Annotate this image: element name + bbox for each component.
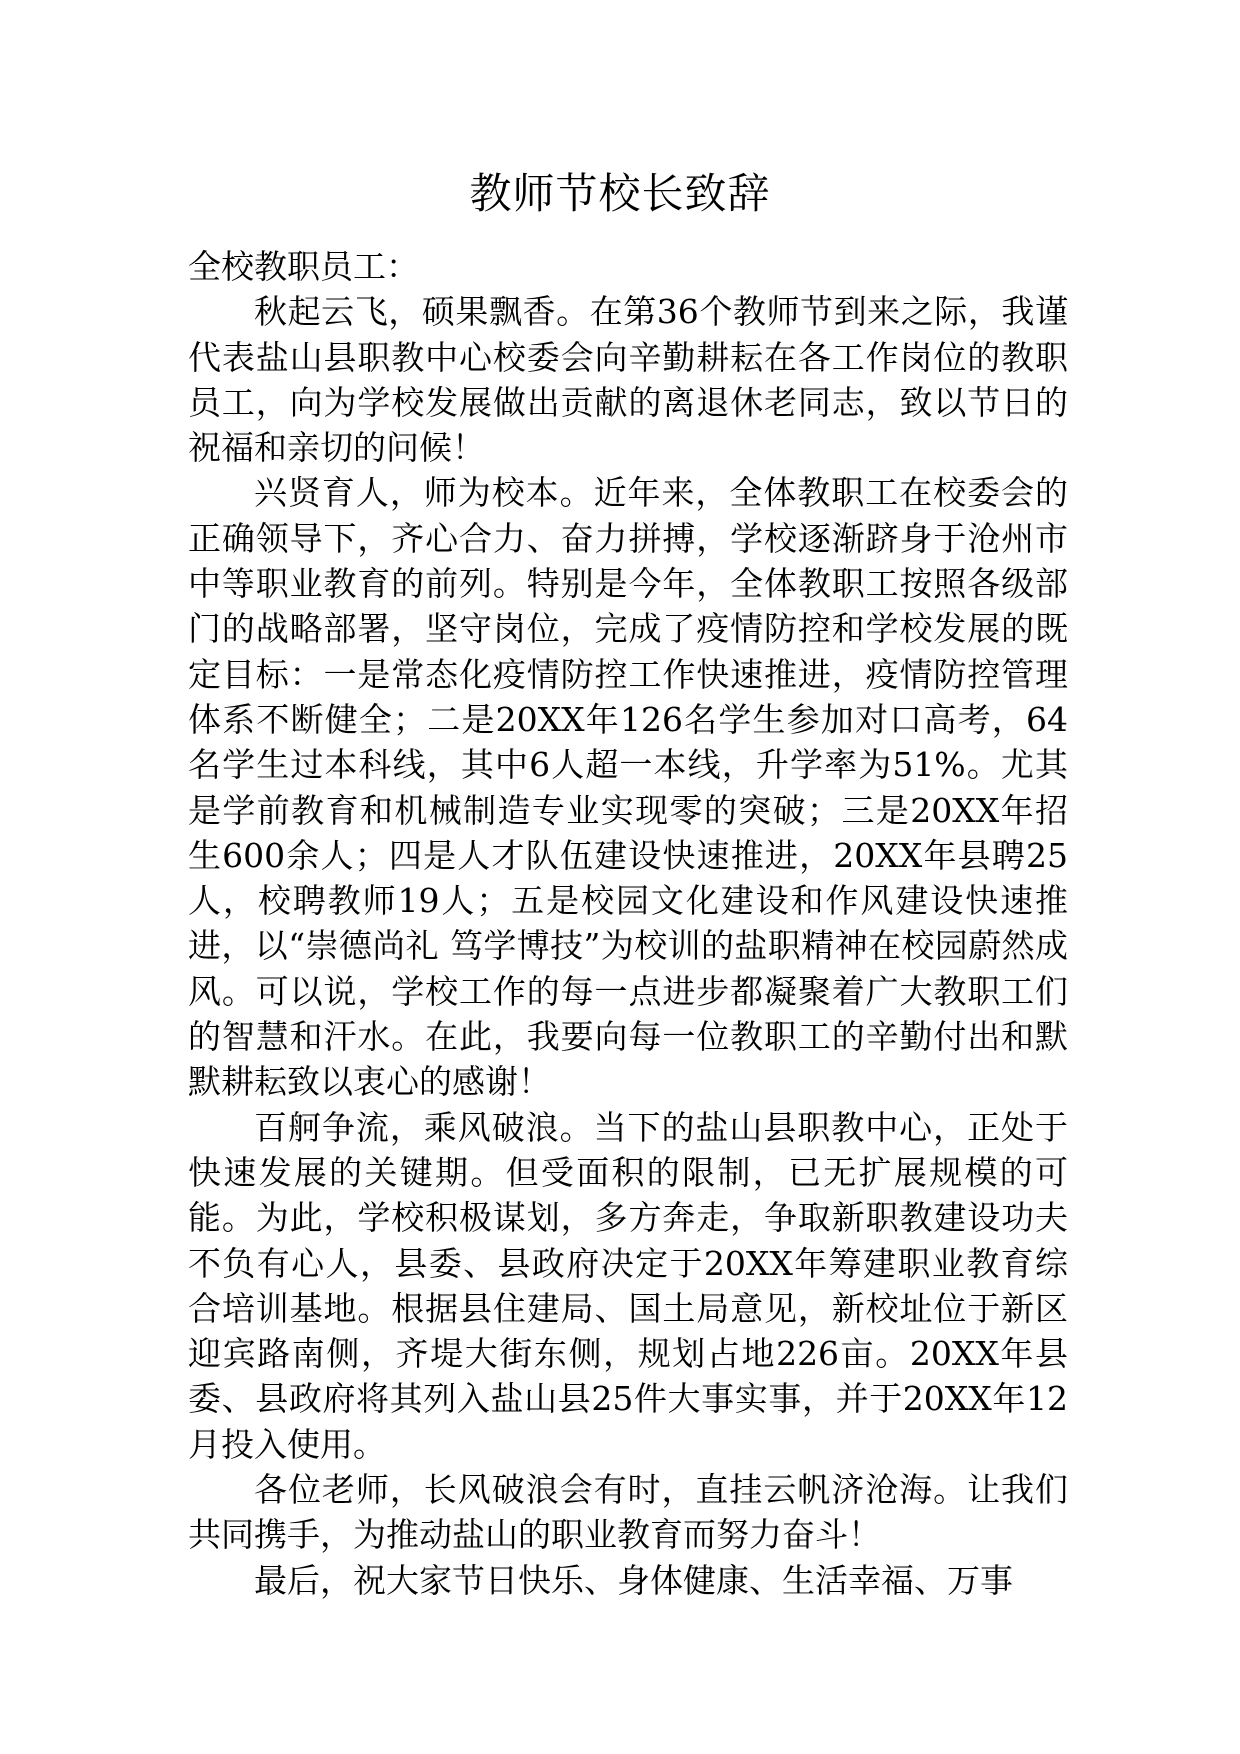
document-body (188, 244, 1068, 1603)
paragraph-1: 秋起云飞，硕果飘香。在第36个教师节到来之际，我谨代表盐山县职教中心校委会向辛勤耕耘在各工作岗位的教职员工，向为学校发展做出贡献的离退休老同志，致以节日的祝福和亲切的问候！ (188, 292, 1068, 468)
paragraph-2: 兴贤育人，师为校本。近年来，全体教职工在校委会的正确领导下，齐心合力、奋力拼搏，学校逐渐跻身于沧州市中等职业教育的前列。特别是今年，全体教职工按照各级部门的战略部署，坚守岗位，完成了疫情防控和学校发展的既定目标：一是常态化疫情防控工作快速推进，疫情防控管理体系不断健全；二是20XX年126名学生参加对口高考，64名学生过本科线，其中6人超一本线，升学率为51%。尤其是学前教育和机械制造专业实现零的突破；三是20XX年招生600余人；四是人才队伍建设快速推进，20XX年县聘25人，校聘教师19人；五是校园文化建设和作风建设快速推进，以“崇德尚礼 笃学博技”为校训的盐职精神在校园蔚然成风。可以说，学校工作的每一点进步都凝聚着广大教职工们的智慧和汗水。在此，我要向每一位教职工的辛勤付出和默默耕耘致以衷心的感谢！ (188, 473, 1068, 1102)
paragraph-5: 最后，祝大家节日快乐、身体健康、生活幸福、万事 (254, 1560, 1013, 1600)
salutation: 全校教职员工： (188, 247, 419, 286)
document-title: 教师节校长致辞 (469, 169, 771, 218)
paragraph-3: 百舸争流，乘风破浪。当下的盐山县职教中心，正处于快速发展的关键期。但受面积的限制，已无扩展规模的可能。为此，学校积极谋划，多方奔走，争取新职教建设功夫不负有心人，县委、县政府决定于20XX年筹建职业教育综合培训基地。根据县住建局、国土局意见，新校址位于新区迎宾路南侧，齐堤大街东侧，规划占地226亩。20XX年县委、县政府将其列入盐山县25件大事实事，并于20XX年12月投入使用。 (188, 1107, 1068, 1464)
paragraph-4: 各位老师，长风破浪会有时，直挂云帆济沧海。让我们共同携手，为推动盐山的职业教育而努力奋斗！ (188, 1470, 1068, 1555)
